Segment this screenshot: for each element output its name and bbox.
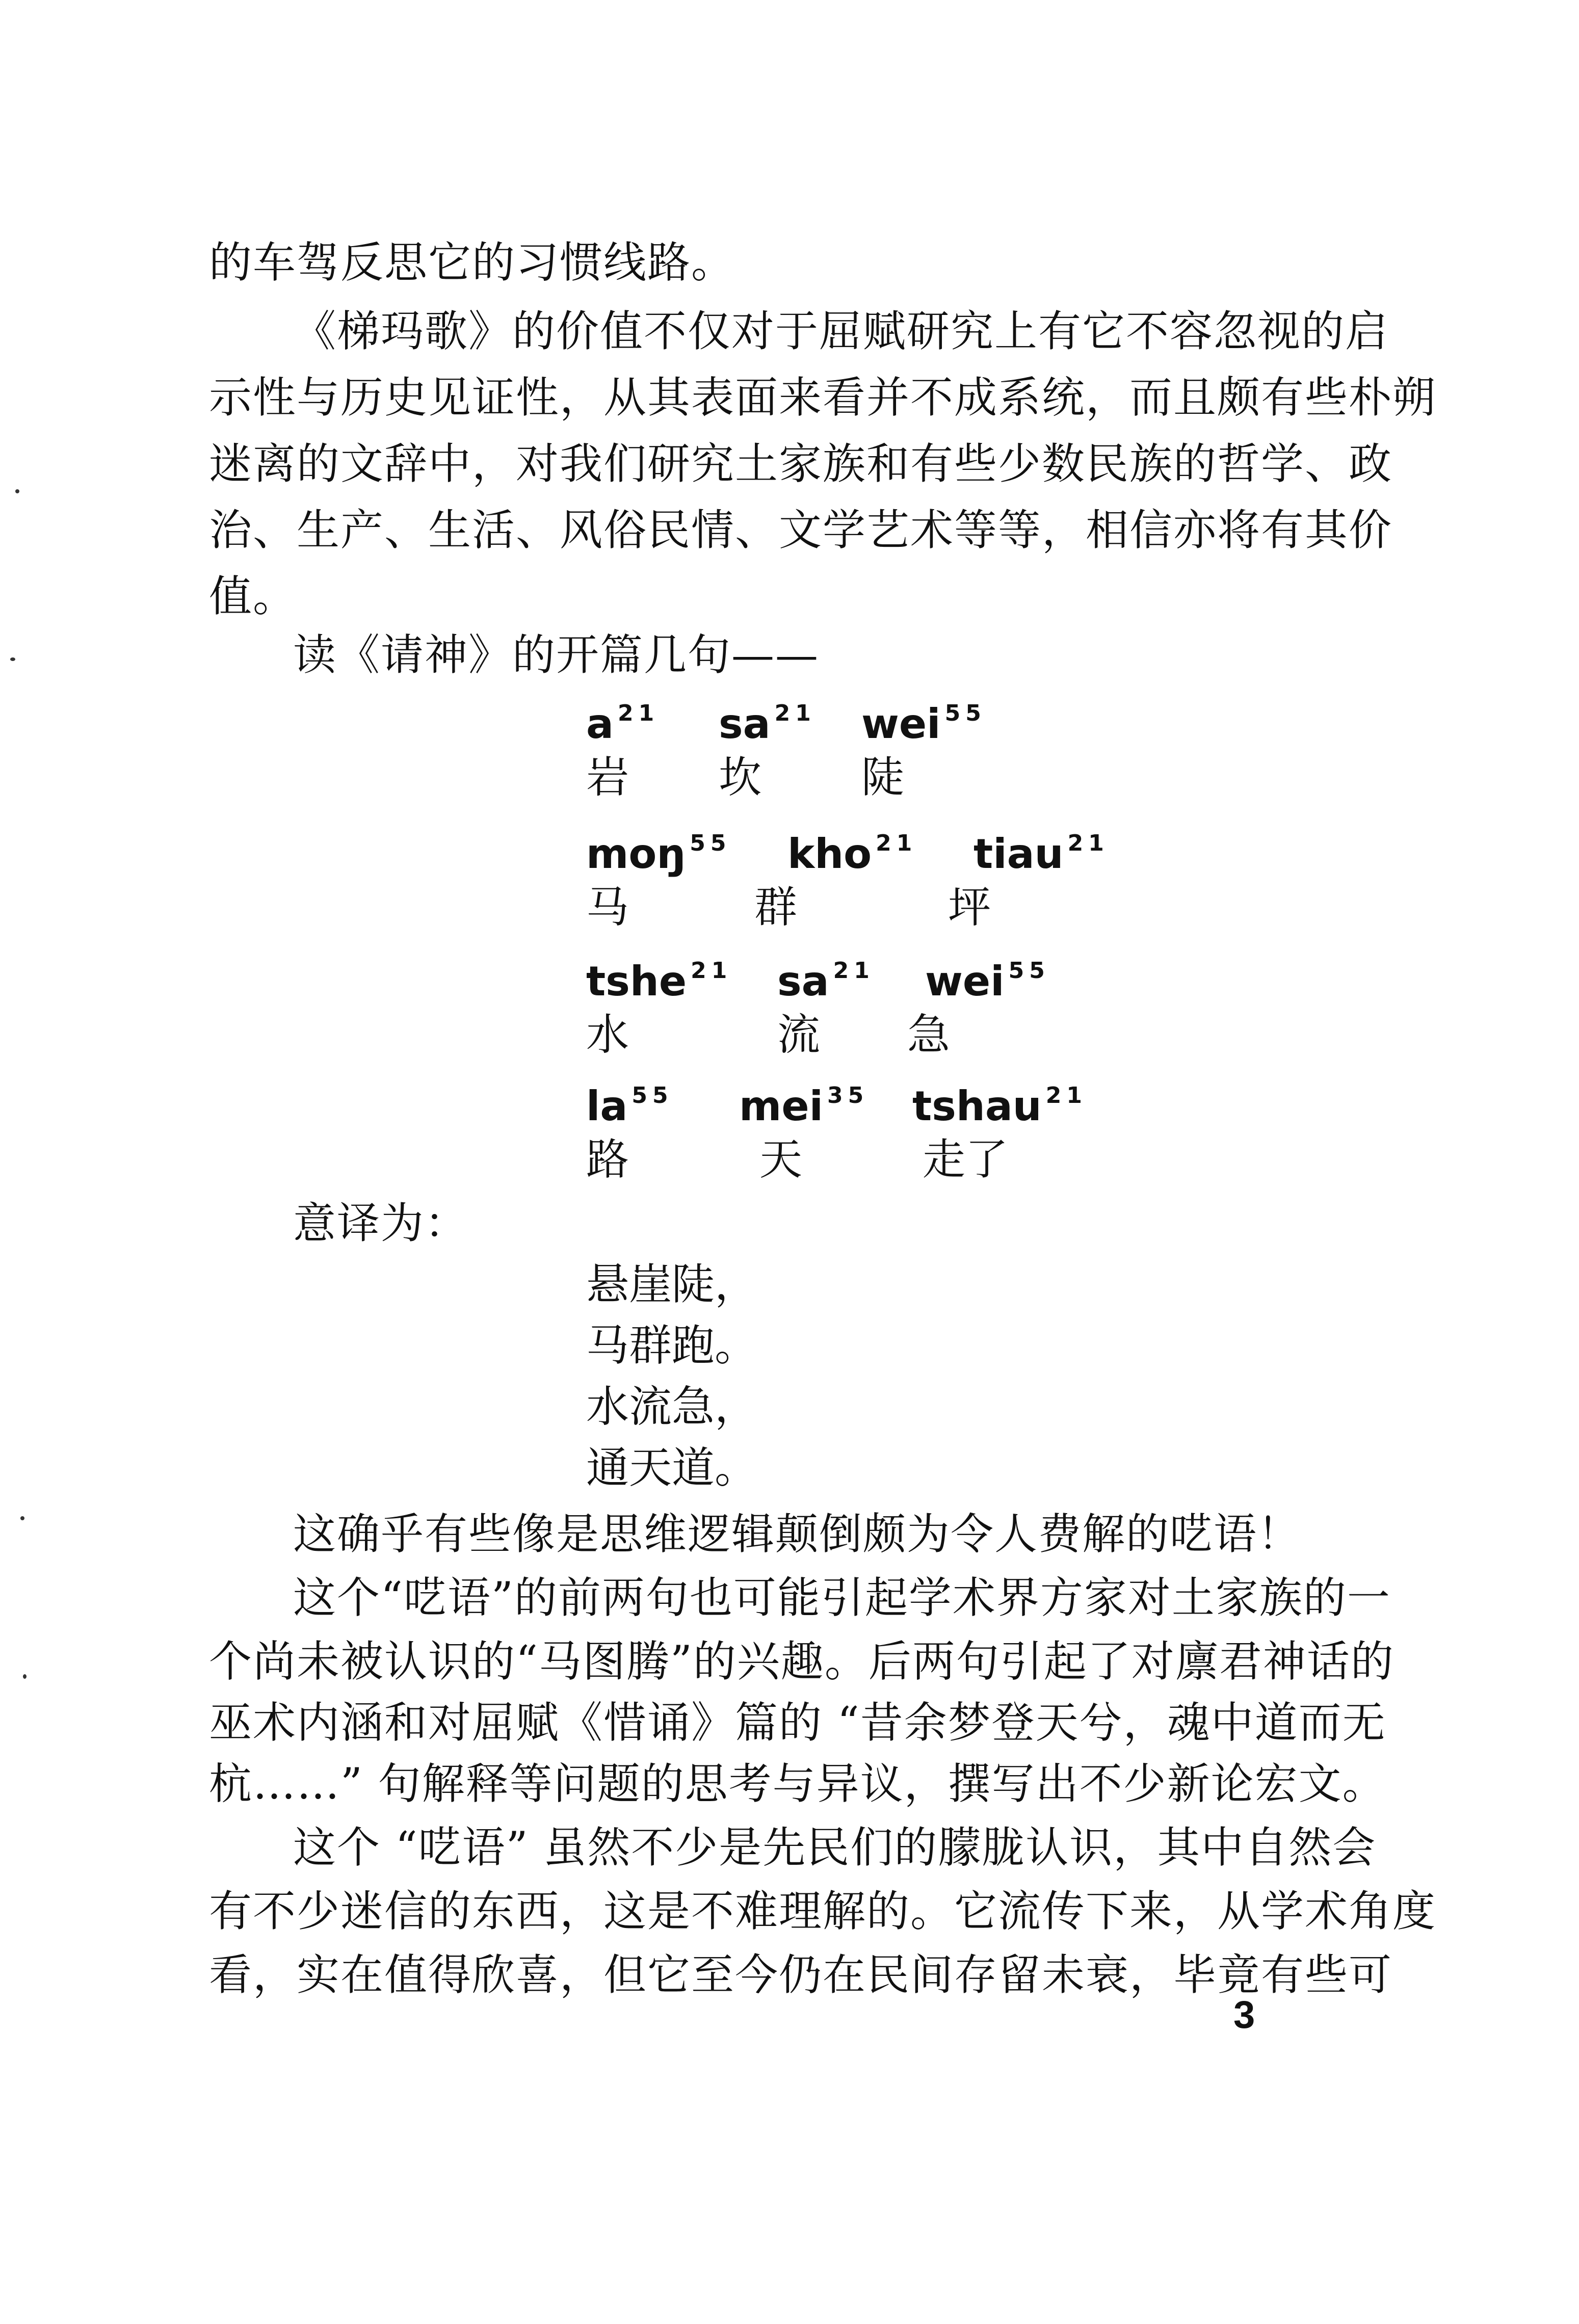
translation-line: 马群跑。 — [586, 1321, 758, 1370]
gloss-word: 流 — [777, 1010, 821, 1060]
paragraph-line: 迷离的文辞中，对我们研究土家族和有些少数民族的哲学、政 — [209, 439, 1393, 489]
ipa-word: tshau $^{21}$ — [912, 1082, 1087, 1130]
ipa-word: la $^{55}$ — [586, 1082, 673, 1130]
translation-line: 水流急， — [586, 1382, 758, 1432]
paragraph-line: 有不少迷信的东西，这是不难理解的。它流传下来，从学术角度 — [209, 1886, 1437, 1936]
gloss-word: 天 — [759, 1134, 803, 1184]
page-number: 3 — [1233, 1993, 1255, 2037]
gloss-word: 急 — [907, 1010, 951, 1060]
ipa-word: tiau $^{21}$ — [973, 830, 1109, 878]
ipa-word: tshe $^{21}$ — [586, 958, 732, 1005]
paragraph-line: 治、生产、生活、风俗民情、文学艺术等等，相信亦将有其价 — [209, 505, 1393, 555]
gloss-word: 群 — [754, 882, 798, 932]
ipa-word: sa $^{21}$ — [719, 700, 816, 748]
paragraph-line: 杭……” 句解释等问题的思考与异议，撰写出不少新论宏文。 — [209, 1759, 1386, 1809]
translation-label: 意译为： — [293, 1198, 469, 1248]
ipa-word: mei $^{35}$ — [739, 1082, 869, 1130]
paragraph-line: 读《请神》的开篇几句—— — [293, 630, 820, 680]
gloss-word: 马 — [586, 882, 629, 932]
scan-speck — [15, 489, 19, 493]
paragraph-line: 值。 — [209, 571, 297, 621]
scan-speck — [20, 1516, 24, 1520]
ipa-word: wei $^{55}$ — [861, 700, 986, 748]
paragraph-line: 《梯玛歌》的价值不仅对于屈赋研究上有它不容忽视的启 — [293, 306, 1389, 356]
scan-speck — [10, 657, 15, 661]
ipa-word: a $^{21}$ — [586, 700, 660, 748]
paragraph-line: 这个“呓语”的前两句也可能引起学术界方家对土家族的一 — [293, 1573, 1391, 1623]
scan-speck — [23, 1674, 27, 1679]
paragraph-line: 的车驾反思它的习惯线路。 — [209, 237, 735, 287]
gloss-word: 坎 — [719, 752, 762, 802]
translation-line: 悬崖陡， — [586, 1259, 758, 1309]
paragraph-line: 示性与历史见证性，从其表面来看并不成系统，而且颇有些朴朔 — [209, 373, 1437, 422]
paragraph-line: 看，实在值得欣喜，但它至今仍在民间存留未衰，毕竟有些可 — [209, 1950, 1393, 2000]
translation-line: 通天道。 — [586, 1443, 758, 1493]
paragraph-line: 这个 “呓语” 虽然不少是先民们的朦胧认识，其中自然会 — [293, 1823, 1377, 1872]
gloss-word: 陡 — [861, 752, 905, 802]
gloss-word: 路 — [586, 1134, 629, 1184]
paragraph-line: 个尚未被认识的“马图腾”的兴趣。后两句引起了对廪君神话的 — [209, 1636, 1394, 1686]
gloss-word: 坪 — [948, 882, 991, 932]
paragraph-line: 巫术内涵和对屈赋《惜诵》篇的 “昔余梦登天兮，魂中道而无 — [209, 1698, 1386, 1748]
ipa-word: kho $^{21}$ — [787, 830, 917, 878]
ipa-word: sa $^{21}$ — [777, 958, 875, 1005]
ipa-word: moŋ $^{55}$ — [586, 830, 731, 878]
paragraph-line: 这确乎有些像是思维逻辑颠倒颇为令人费解的呓语！ — [293, 1509, 1302, 1559]
gloss-word: 走了 — [923, 1134, 1009, 1184]
gloss-word: 岩 — [586, 752, 629, 802]
ipa-word: wei $^{55}$ — [925, 958, 1050, 1005]
gloss-word: 水 — [586, 1010, 629, 1060]
